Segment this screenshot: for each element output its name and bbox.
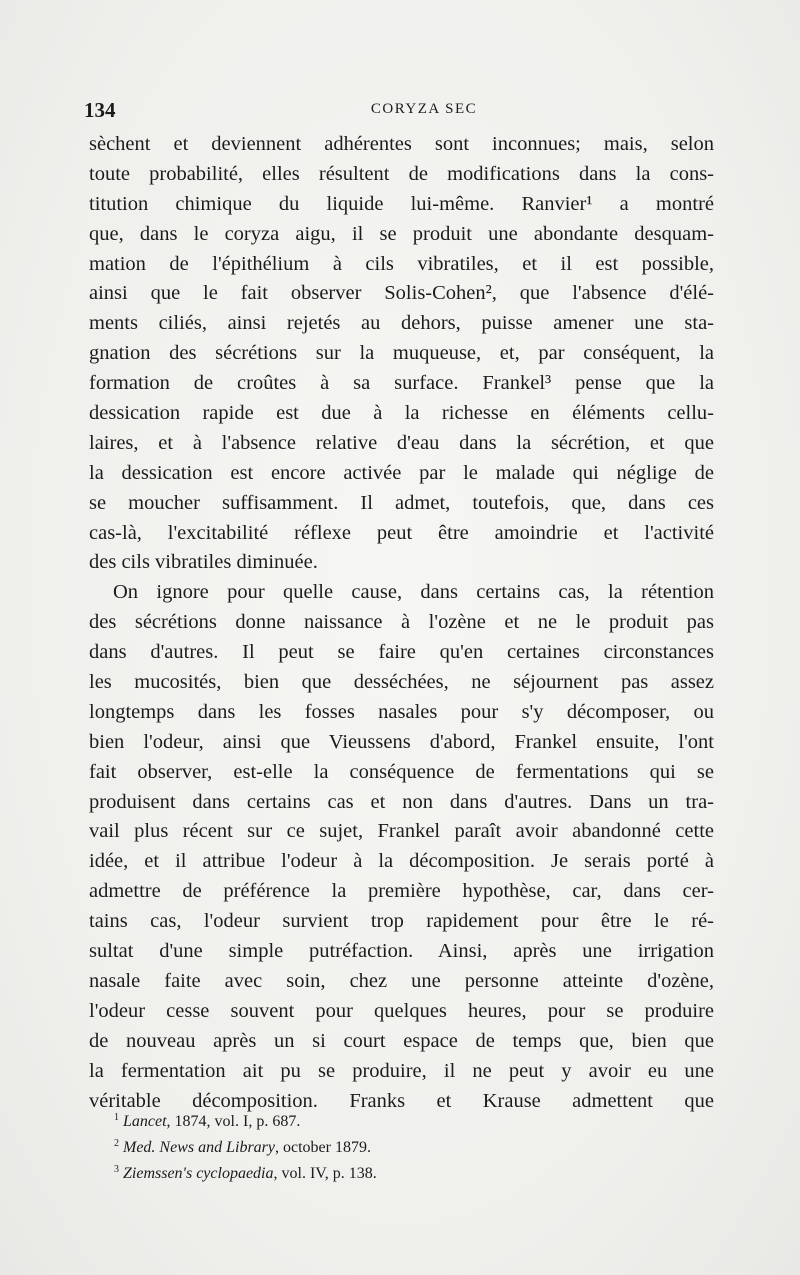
text-line: cas-là, l'excitabilité réflexe peut être amoindrie et l'activité	[89, 521, 714, 544]
text-line: produisent dans certains cas et non dans d'autres. Dans un tra-	[89, 790, 714, 813]
footnote	[114, 1105, 674, 1131]
text-line: mation de l'épithélium à cils vibratiles, et il est possible,	[89, 252, 714, 275]
text-line: se moucher suffisamment. Il admet, toutefois, que, dans ces	[89, 491, 714, 514]
text-line: titution chimique du liquide lui-même. Ranvier¹ a montré	[89, 192, 714, 215]
footnote	[114, 1131, 674, 1157]
footnote-marker: 2	[114, 1138, 119, 1149]
text-line: vail plus récent sur ce sujet, Frankel paraît avoir abandonné cette	[89, 820, 714, 843]
text-line: ments ciliés, ainsi rejetés au dehors, puisse amener une sta-	[89, 312, 714, 335]
text-line: dessication rapide est due à la richesse en éléments cellu-	[89, 402, 714, 425]
footnote-text: , 1874, vol. I, p. 687.	[166, 1113, 301, 1130]
running-head	[84, 98, 724, 124]
text-line: la dessication est encore activée par le malade qui néglige de	[89, 461, 714, 484]
running-title: CORYZA SEC	[370, 101, 478, 117]
footnote-marker: 3	[114, 1164, 119, 1175]
text-line: tains cas, l'odeur survient trop rapidement pour être le ré-	[89, 910, 714, 933]
text-line: fait observer, est-elle la conséquence de fermentations qui se	[89, 760, 714, 783]
text-line: longtemps dans les fosses nasales pour s'y décomposer, ou	[89, 700, 714, 723]
text-line: idée, et il attribue l'odeur à la décomposition. Je serais porté à	[89, 850, 714, 873]
footnote-title: Ziemssen's cyclopaedia	[123, 1165, 274, 1182]
text-line: nasale faite avec soin, chez une personne atteinte d'ozène,	[89, 969, 714, 992]
text-line: les mucosités, bien que desséchées, ne séjournent pas assez	[89, 671, 714, 694]
footnote-title: Med. News and Library	[123, 1139, 275, 1156]
text-line: sèchent et deviennent adhérentes sont inconnues; mais, selon	[89, 133, 714, 155]
text-line: de nouveau après un si court espace de temps que, bien que	[89, 1029, 714, 1052]
body-text	[89, 130, 714, 1116]
footnote-marker: 1	[114, 1112, 119, 1123]
paragraph-end-line: des cils vibratiles diminuée.	[89, 551, 318, 574]
text-line: que, dans le coryza aigu, il se produit une abondante desquam-	[89, 222, 714, 245]
page-number: 134	[84, 98, 116, 122]
footnote-text: , october 1879.	[275, 1139, 371, 1156]
text-line: toute probabilité, elles résultent de modifications dans la cons-	[89, 162, 714, 185]
text-line: l'odeur cesse souvent pour quelques heures, pour se produire	[89, 999, 714, 1022]
text-line: ainsi que le fait observer Solis-Cohen², que l'absence d'élé-	[89, 282, 714, 305]
text-line: laires, et à l'absence relative d'eau dans la sécrétion, et que	[89, 431, 714, 454]
footnote	[114, 1157, 674, 1183]
text-line: véritable décomposition. Franks et Krause admettent que	[89, 1089, 714, 1112]
text-line: bien l'odeur, ainsi que Vieussens d'abord, Frankel ensuite, l'ont	[89, 730, 714, 753]
footnote-title: Lancet	[123, 1113, 167, 1130]
footnote-text: , vol. IV, p. 138.	[273, 1165, 377, 1182]
text-line: formation de croûtes à sa surface. Frankel³ pense que la	[89, 372, 714, 395]
text-line: dans d'autres. Il peut se faire qu'en certaines circonstances	[89, 641, 714, 664]
text-line: admettre de préférence la première hypothèse, car, dans cer-	[89, 880, 714, 903]
text-line: gnation des sécrétions sur la muqueuse, et, par conséquent, la	[89, 342, 714, 365]
text-line: des sécrétions donne naissance à l'ozène et ne le produit pas	[89, 611, 714, 634]
footnotes	[114, 1105, 674, 1183]
text-line: la fermentation ait pu se produire, il ne peut y avoir eu une	[89, 1059, 714, 1082]
paragraph-start-line: On ignore pour quelle cause, dans certains cas, la rétention	[113, 581, 714, 604]
text-line: sultat d'une simple putréfaction. Ainsi, après une irrigation	[89, 940, 714, 963]
